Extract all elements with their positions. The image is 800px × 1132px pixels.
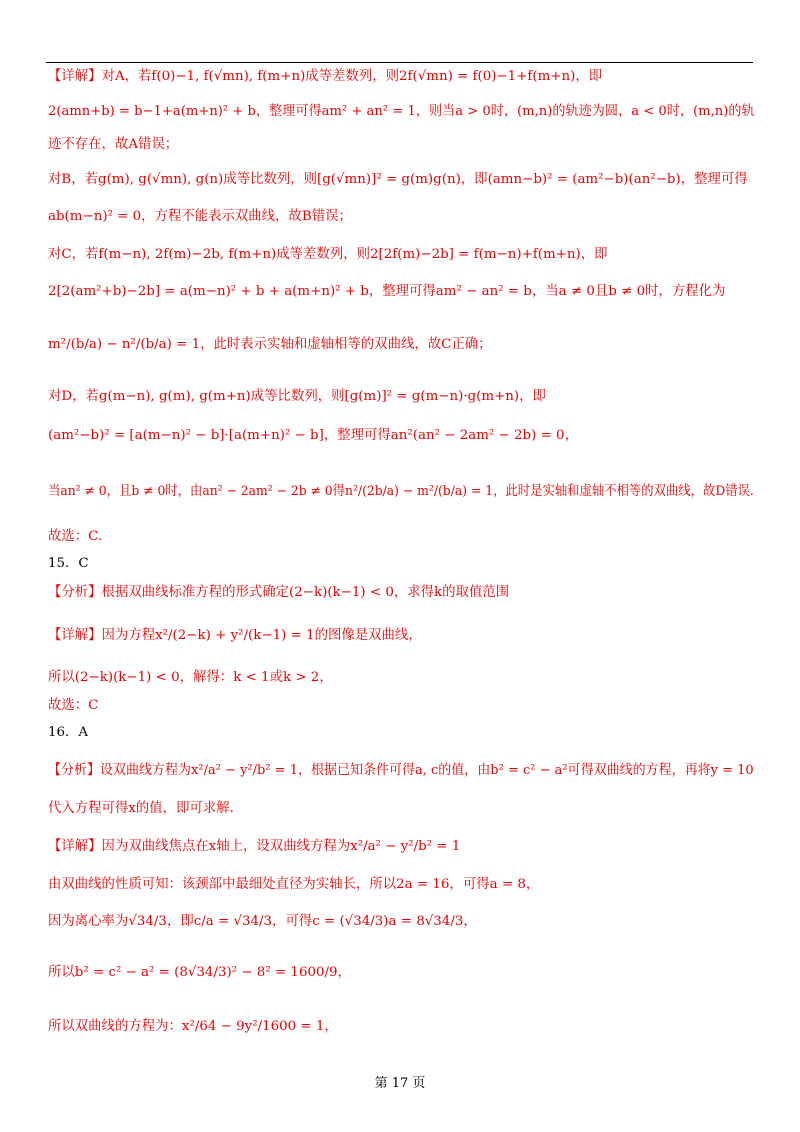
text-line: 代入方程可得x的值，即可求解. xyxy=(48,801,234,816)
question-number: 16．A xyxy=(48,725,89,740)
text-line: 2(amn+b) = b−1+a(m+n)² + b，整理可得am² + an² = 1，则当a > 0时，(m,n)的轨迹为圆，a < 0时，(m,n)的轨 xyxy=(48,104,755,119)
text-line: 迹不存在，故A错误； xyxy=(48,137,179,152)
text-line: 所以b² = c² − a² = (8√34/3)² − 8² = 1600/9， xyxy=(48,965,351,980)
page-number: 第 17 页 xyxy=(374,1076,426,1091)
text-line: 因为离心率为√34/3，即c/a = √34/3，可得c = (√34/3)a = 8√34/3， xyxy=(48,914,477,929)
text-line: 故选：C xyxy=(48,698,99,713)
text-line: 【分析】根据双曲线标准方程的形式确定(2−k)(k−1) < 0，求得k的取值范围 xyxy=(48,585,510,600)
text-line: ab(m−n)² = 0，方程不能表示双曲线，故B错误； xyxy=(48,209,352,224)
text-line: 故选：C. xyxy=(48,529,103,544)
text-line: 对B，若g(m), g(√mn), g(n)成等比数列，则[g(√mn)]² = g(m)g(n)，即(amn−b)² = (am²−b)(an²−b)，整理可得 xyxy=(48,172,748,187)
text-line: 当an² ≠ 0，且b ≠ 0时，由an² − 2am² − 2b ≠ 0得n²/(2b/a) − m²/(b/a) = 1，此时是实轴和虚轴不相等的双曲线，故D错误. xyxy=(48,484,754,499)
header-rule xyxy=(46,62,753,63)
text-line: (am²−b)² = [a(m−n)² − b]·[a(m+n)² − b]，整理可得an²(an² − 2am² − 2b) = 0， xyxy=(48,428,578,443)
text-line: 【详解】对A，若f(0)−1, f(√mn), f(m+n)成等差数列，则2f(√mn) = f(0)−1+f(m+n)，即 xyxy=(48,69,603,84)
text-line: 由双曲线的性质可知：该颈部中最细处直径为实轴长，所以2a = 16，可得a = 8， xyxy=(48,877,540,892)
text-line: 所以双曲线的方程为：x²/64 − 9y²/1600 = 1， xyxy=(48,1019,338,1034)
text-line: m²/(b/a) − n²/(b/a) = 1，此时表示实轴和虚轴相等的双曲线，故C正确； xyxy=(48,337,492,352)
question-number: 15．C xyxy=(48,556,89,571)
text-line: 【分析】设双曲线方程为x²/a² − y²/b² = 1，根据已知条件可得a, c的值，由b² = c² − a²可得双曲线的方程，再将y = 10 xyxy=(48,763,754,778)
text-line: 【详解】因为方程x²/(2−k) + y²/(k−1) = 1的图像是双曲线， xyxy=(48,628,422,643)
text-line: 对D，若g(m−n), g(m), g(m+n)成等比数列，则[g(m)]² = g(m−n)·g(m+n)，即 xyxy=(48,389,546,404)
text-line: 所以(2−k)(k−1) < 0，解得：k < 1或k > 2， xyxy=(48,670,333,685)
text-line: 对C，若f(m−n), 2f(m)−2b, f(m+n)成等差数列，则2[2f(m)−2b] = f(m−n)+f(m+n)，即 xyxy=(48,247,608,262)
text-line: 2[2(am²+b)−2b] = a(m−n)² + b + a(m+n)² + b，整理可得am² − an² = b，当a ≠ 0且b ≠ 0时，方程化为 xyxy=(48,284,726,299)
text-line: 【详解】因为双曲线焦点在x轴上，设双曲线方程为x²/a² − y²/b² = 1 xyxy=(48,839,461,854)
